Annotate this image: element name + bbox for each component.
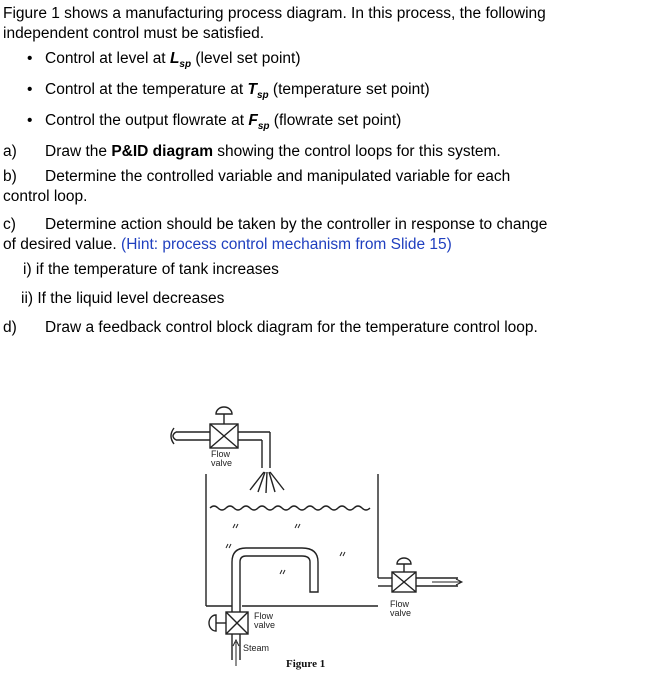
intro-line-2: independent control must be satisfied. — [3, 25, 265, 42]
bullet-dot-icon: • — [27, 81, 33, 98]
bullet-level: • Control at level at $L_{sp}$ (level set point) — [27, 50, 301, 70]
steam-coil — [232, 548, 318, 606]
question-b: b) Determine the controlled variable and manipulated variable for each control loop. — [3, 168, 511, 205]
steam-flow-valve-icon — [209, 612, 248, 634]
figure-caption: Figure 1 — [286, 658, 326, 670]
bullet-dot-icon: • — [27, 50, 33, 67]
liquid-marks — [226, 524, 345, 574]
steam-label: Steam — [243, 643, 270, 653]
outlet-flow-valve-icon — [392, 558, 416, 592]
outlet-valve-label-flow: Flow — [390, 599, 410, 609]
bullet-dot-icon: • — [27, 112, 33, 129]
question-a: a) Draw the P&ID diagram showing the control loops for this system. — [3, 143, 501, 160]
question-c: c) Determine action should be taken by the controller in response to change of desired value. (Hint: process control mechanism from Slide 15) — [3, 216, 548, 253]
inlet-pipe-end — [173, 432, 176, 440]
top-valve-label-valve: valve — [211, 458, 233, 468]
top-valve-label-flow: Flow — [211, 449, 231, 459]
hint-text: (Hint: process control mechanism from Slide 15) — [121, 236, 452, 253]
question-c-ii: ii) If the liquid level decreases — [21, 290, 225, 307]
question-c-i: i) if the temperature of tank increases — [23, 261, 279, 278]
bullet-flowrate: • Control the output flowrate at $F_{sp}$ (flowrate set point) — [27, 112, 402, 132]
outlet-valve-label-valve: valve — [390, 608, 412, 618]
liquid-surface — [210, 506, 370, 510]
steam-valve-label-flow: Flow — [254, 611, 274, 621]
spray-lines — [250, 472, 284, 493]
bullet-temperature: • Control at the temperature at $T_{sp}$ (temperature set point) — [27, 81, 430, 101]
steam-valve-label-valve: valve — [254, 620, 276, 630]
question-d: d) Draw a feedback control block diagram for the temperature control loop. — [3, 319, 538, 336]
intro-line-1: Figure 1 shows a manufacturing process diagram. In this process, the following — [3, 5, 546, 22]
top-flow-valve-icon — [210, 407, 238, 448]
